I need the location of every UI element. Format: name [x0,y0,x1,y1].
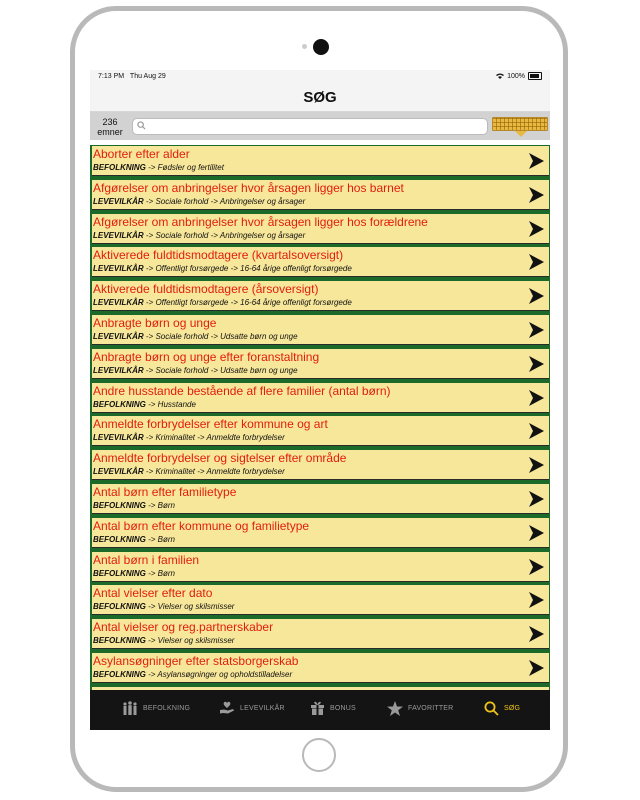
list-item-category: BEFOLKNING [93,534,146,544]
list-item-path [93,501,175,510]
chevron-down-icon [515,131,527,137]
list-item-category: LEVEVILKÅR [93,196,144,206]
list-item-path [93,535,175,544]
search-bar [90,112,550,140]
app-screen [90,70,550,730]
list-item-category: LEVEVILKÅR [93,298,144,308]
arrow-right-icon[interactable] [527,220,545,238]
list-item-subpath: -> Sociale forhold -> Udsatte børn og unge [143,365,298,375]
list-item-category: BEFOLKNING [93,568,146,578]
result-count-label: emner [97,127,123,137]
tab-label: FAVORITTER [408,704,454,712]
arrow-right-icon[interactable] [527,287,545,305]
list-item-title: Anmeldte forbrydelser og sigtelser efter område [93,451,347,466]
list-item-subpath: -> Kriminalitet -> Anmeldte forbrydelser [143,433,285,443]
list-item-subpath: -> Sociale forhold -> Anbringelser og årsager [143,230,306,240]
list-item[interactable] [92,315,549,345]
list-item-category: LEVEVILKÅR [93,365,144,375]
list-item-subpath: -> Fødsler og fertilitet [145,163,224,172]
search-icon [137,121,146,130]
list-item-subpath: -> Offentligt forsørgede -> 16-64 årige offenligt forsørgede [143,264,352,274]
list-item[interactable] [92,247,549,277]
hand-heart-icon [219,701,235,715]
list-item-title: Afgørelser om anbringelser hvor årsagen ligger hos forældrene [93,214,428,229]
result-count-number: 236 [102,117,118,127]
list-item-subpath: -> Børn [145,501,176,510]
list-item-subpath: -> Børn [145,534,176,544]
list-item-category: BEFOLKNING [93,670,146,679]
list-item[interactable] [92,518,549,548]
list-item[interactable] [92,484,549,514]
list-item-category: BEFOLKNING [93,399,146,409]
list-item[interactable] [92,281,549,311]
arrow-right-icon[interactable] [527,253,545,271]
list-item[interactable] [92,552,549,582]
list-item[interactable] [92,585,549,615]
arrow-right-icon[interactable] [527,625,545,643]
list-item[interactable] [92,349,549,379]
list-item-title: Antal vielser efter dato [93,586,213,601]
list-item-path [93,467,285,476]
battery-percent: 100% [507,72,525,80]
arrow-right-icon[interactable] [527,558,545,576]
list-item-title: Aktiverede fuldtidsmodtagere (kvartalsoversigt) [93,248,344,263]
result-count [92,117,128,137]
list-item-title: Aborter efter alder [93,147,190,161]
list-item-subpath: -> Kriminalitet -> Anmeldte forbrydelser [143,467,285,477]
list-item-subpath: -> Sociale forhold -> Anbringelser og årsager [143,196,306,206]
status-indicators [496,72,542,80]
tab-bonus[interactable] [310,690,356,726]
arrow-right-icon[interactable] [527,321,545,339]
tab-bar [90,690,550,730]
list-item[interactable] [92,146,549,176]
list-item-category: LEVEVILKÅR [93,230,144,240]
list-item-subpath: -> Vielser og skilsmisser [145,636,235,646]
tab-label: SØG [504,704,521,712]
list-item-category: LEVEVILKÅR [93,433,144,443]
arrow-right-icon[interactable] [527,490,545,508]
list-item[interactable] [92,653,549,683]
list-item-category: LEVEVILKÅR [93,467,144,477]
keyboard-toggle-button[interactable] [492,117,548,139]
list-item-category: BEFOLKNING [93,501,146,510]
tab-label: BONUS [330,704,356,712]
list-item-subpath: -> Børn [145,568,176,578]
list-item-subpath: -> Asylansøgninger og opholdstilladelser [145,670,293,679]
list-item[interactable] [92,214,549,244]
wifi-icon [496,73,504,79]
topic-list[interactable] [90,145,550,690]
list-item-path [93,197,305,206]
list-item-path [93,366,298,375]
battery-icon [528,72,542,80]
list-item-path [93,569,175,578]
people-icon [122,701,138,715]
tab-label: LEVEVILKÅR [240,704,285,712]
list-item[interactable] [92,416,549,446]
list-item-path [93,264,352,273]
list-item-title: Antal børn i familien [93,552,200,567]
arrow-right-icon[interactable] [527,456,545,474]
keyboard-icon [492,117,548,131]
list-item[interactable] [92,180,549,210]
list-item-title: Anbragte børn og unge efter foranstaltning [93,349,320,364]
list-item-path [93,670,292,679]
search-field[interactable] [132,118,488,135]
tab-favoritter[interactable] [387,690,453,726]
arrow-right-icon[interactable] [527,591,545,609]
list-item-path [93,602,234,611]
list-item[interactable] [92,619,549,649]
sensor-dot [302,44,307,49]
list-item-category: LEVEVILKÅR [93,264,144,274]
list-item-title: Anmeldte forbrydelser efter kommune og art [93,417,328,432]
list-item-path [93,400,196,409]
search-icon [484,701,499,716]
list-item-category: BEFOLKNING [93,602,146,612]
list-item-title: Afgørelser om anbringelser hvor årsagen ligger hos barnet [93,180,404,195]
arrow-right-icon[interactable] [527,186,545,204]
arrow-right-icon[interactable] [527,152,545,170]
home-button[interactable] [302,738,336,772]
tab-befolkning[interactable] [122,690,190,726]
list-item-subpath: -> Husstande [145,399,196,409]
page-title: SØG [303,89,337,106]
list-item-path [93,433,285,442]
tab-sog[interactable] [484,690,520,726]
tab-levevilkar[interactable] [219,690,285,726]
list-item-path [93,636,234,645]
star-icon [387,701,403,716]
arrow-right-icon[interactable] [527,422,545,440]
arrow-right-icon[interactable] [527,659,545,677]
list-item-category: BEFOLKNING [93,636,146,646]
tab-label: BEFOLKNING [143,704,191,712]
list-item-subpath: -> Sociale forhold -> Udsatte børn og unge [143,332,298,341]
search-input[interactable] [149,120,479,133]
status-bar [90,70,550,83]
list-item-title: Antal børn efter familietype [93,485,237,499]
list-item-path [93,298,352,307]
list-item-title: Anbragte børn og unge [93,316,217,330]
arrow-right-icon[interactable] [527,355,545,373]
list-item-subpath: -> Offentligt forsørgede -> 16-64 årige offenligt forsørgede [143,298,352,308]
gift-icon [310,701,325,715]
list-item-category: BEFOLKNING [93,163,146,172]
status-time: 7:13 PM Thu Aug 29 [98,73,166,80]
list-item-path [93,332,298,341]
arrow-right-icon[interactable] [527,389,545,407]
list-item-category: LEVEVILKÅR [93,332,144,341]
list-item-title: Asylansøgninger efter statsborgerskab [93,654,299,668]
arrow-right-icon[interactable] [527,524,545,542]
list-item-path [93,231,305,240]
list-item-title: Aktiverede fuldtidsmodtagere (årsoversigt) [93,282,319,297]
list-item-subpath: -> Vielser og skilsmisser [145,602,235,612]
list-item-path [93,163,224,172]
list-item-title: Andre husstande bestående af flere familier (antal børn) [93,383,391,398]
navigation-bar [90,83,550,112]
list-item-title: Antal vielser og reg.partnerskaber [93,620,274,635]
list-item[interactable] [92,450,549,480]
list-item-title: Antal børn efter kommune og familietype [93,518,310,533]
camera-icon [313,39,329,55]
list-item[interactable] [92,383,549,413]
